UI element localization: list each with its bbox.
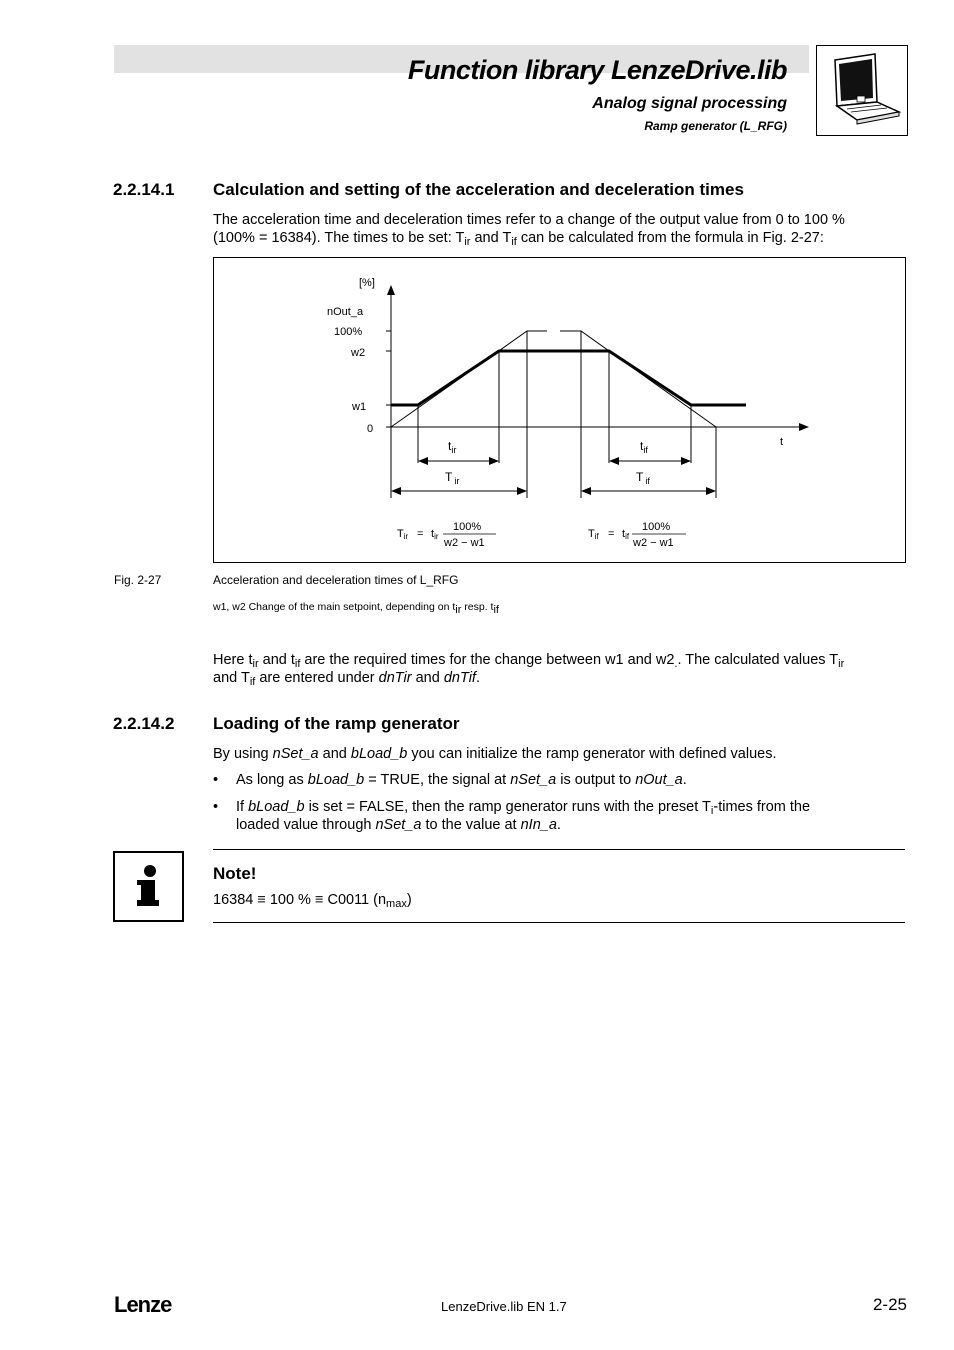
document-id: LenzeDrive.lib EN 1.7 [441, 1299, 567, 1314]
T-ir-label: T $_{ir}$ [445, 470, 460, 486]
section-title: Calculation and setting of the acceleration and deceleration times [213, 180, 744, 199]
note-text: 16384 ≡ 100 % ≡ C0011 $(n_{max})$ [213, 892, 412, 910]
output-curve [391, 351, 746, 405]
y-100-label: 100% [334, 326, 363, 338]
svg-text:=: = [417, 528, 424, 540]
w2-label: w2 [351, 347, 366, 359]
section-subtitle: Ramp generator (L_RFG) [644, 119, 787, 133]
times-paragraph [213, 651, 913, 687]
formula-T-if [588, 521, 686, 549]
formula-T-ir [397, 521, 496, 549]
svg-text:w2 − w1: w2 − w1 [633, 537, 674, 549]
intro-line-2: (100% = 16384). The times to be set: $T_{ir}$ and $T_{if}$ can be calculated from the formula in Fig. 2-27: [213, 230, 824, 248]
svg-text:=: = [608, 528, 615, 540]
t-if-label: $t_{if}$ [640, 439, 648, 455]
y-name-label: nOut_a [327, 306, 364, 318]
chapter-subtitle: Analog signal processing [592, 95, 787, 112]
lenze-logo: Lenze [114, 1292, 172, 1317]
figure-legend: w1, w2 Change of the main setpoint, depending on $t_{ir}$ resp. $t_{if}$ [213, 601, 499, 616]
svg-text:tif: tif [622, 528, 630, 541]
note-bottom-rule [213, 922, 905, 923]
svg-text:w2 − w1: w2 − w1 [444, 537, 485, 549]
page-title: Function library LenzeDrive.lib [407, 55, 787, 85]
svg-text:Tif: Tif [588, 528, 599, 541]
figure-box [213, 257, 906, 563]
svg-text:tir: tir [431, 528, 439, 541]
y-unit-label: [%] [359, 277, 375, 289]
laptop-icon [816, 45, 908, 136]
note-title: Note! [213, 864, 257, 883]
ideal-ramp-up [391, 331, 547, 427]
times-line-1: Here $t_{ir}$ and $t_{if}$ are the required times for the change between w1 and $w2_.$. The calculated values $T_{ir}$ [213, 652, 845, 670]
page-number: 2-25 [872, 1295, 907, 1314]
ramp-intro: By using nSet_a and bLoad_b you can initialize the ramp generator with defined values. [213, 746, 777, 762]
w1-label: w1 [352, 401, 367, 413]
intro-line-1: The acceleration time and deceleration times refer to a change of the output value from 0 to 100 % [213, 212, 845, 228]
figure-number: Fig. 2-27 [114, 573, 162, 587]
section-title-2: Loading of the ramp generator [213, 714, 460, 733]
intro-paragraph [213, 211, 913, 247]
svg-text:100%: 100% [453, 521, 482, 533]
figure-caption: Acceleration and deceleration times of L_RFG [213, 573, 459, 587]
ideal-ramp-down [560, 331, 716, 427]
times-line-2: and $T_{if}$ are entered under dnTir and dnTif. [213, 670, 480, 688]
section-number: 2.2.14.1 [113, 180, 175, 199]
ramp-diagram [214, 258, 905, 562]
t-ir-label: $t_{ir}$ [448, 439, 457, 455]
section-number-2: 2.2.14.2 [113, 714, 175, 733]
T-if-label: T $_{if}$ [636, 470, 650, 486]
note-top-rule [213, 849, 905, 850]
info-icon [113, 851, 184, 922]
zero-label: 0 [367, 423, 374, 435]
svg-text:100%: 100% [642, 521, 671, 533]
t-axis-label: t [780, 436, 784, 448]
svg-text:Tir: Tir [397, 528, 409, 541]
